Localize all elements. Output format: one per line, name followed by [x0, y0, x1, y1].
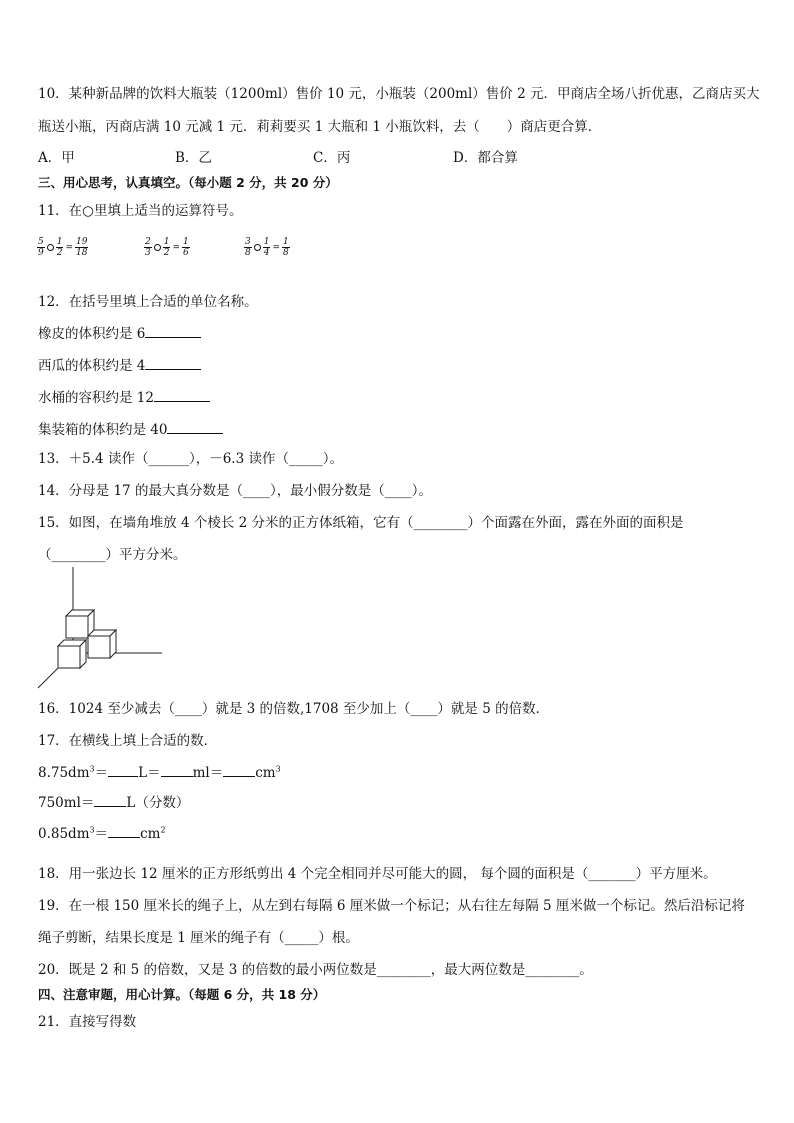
q12-item-3: 水桶的容积约是 12	[38, 386, 210, 406]
answer-blank[interactable]	[154, 388, 210, 402]
q19-line1: 19．在一根 150 厘米长的绳子上，从左到右每隔 6 厘米做一个标记；从右往左每隔 5 厘米做一个标记。然后沿标记将	[38, 898, 745, 914]
answer-blank[interactable]	[108, 824, 140, 838]
answer-blank[interactable]	[167, 420, 223, 434]
answer-blank[interactable]	[145, 324, 201, 338]
q21-text: 21．直接写得数	[38, 1014, 137, 1030]
q10-option-a: A．甲	[38, 150, 75, 166]
q10-option-c: C．丙	[313, 150, 351, 166]
q11-expression-3: $\frac{3}{8}$ $\frac{1}{4}$ = $\frac{1}{8}$	[245, 237, 289, 258]
q17-text: 17．在横线上填上合适的数．	[38, 733, 218, 749]
q12-item-1: 橡皮的体积约是 6	[38, 322, 201, 342]
q17-row-3: $0.85dm^3= cm^2$	[38, 825, 166, 842]
q13-text: 13．＋5.4 读作（______），－6.3 读作（_____）。	[38, 451, 343, 467]
q10-line2: 瓶送小瓶，丙商店满 10 元减 1 元．莉莉要买 1 大瓶和 1 小瓶饮料，去（ ）商店更合算．	[38, 119, 602, 135]
q20-text: 20．既是 2 和 5 的倍数，又是 3 的倍数的最小两位数是________，最大两位数是________。	[38, 962, 593, 978]
answer-blank[interactable]	[108, 763, 138, 777]
cube-corner-figure	[36, 563, 166, 693]
answer-blank[interactable]	[223, 763, 255, 777]
q18-text: 18．用一张边长 12 厘米的正方形纸剪出 4 个完全相同并尽可能大的圆， 每个圆的面积是（_______）平方厘米。	[38, 866, 717, 882]
q15-line2: （________）平方分米。	[38, 547, 187, 563]
q12-item-2: 西瓜的体积约是 4	[38, 354, 201, 374]
section4-heading: 四、注意审题，用心计算。（每题 6 分，共 18 分）	[38, 987, 326, 1002]
q10-option-d: D．都合算	[453, 150, 518, 166]
q15-line1: 15．如图，在墙角堆放 4 个棱长 2 分米的正方体纸箱，它有（________）个面露在外面，露在外面的面积是	[38, 515, 684, 531]
blank-circle[interactable]	[254, 244, 261, 251]
answer-blank[interactable]	[145, 356, 201, 370]
q16-text: 16．1024 至少减去（____）就是 3 的倍数,1708 至少加上（____）就是 5 的倍数．	[38, 701, 550, 717]
blank-circle[interactable]	[154, 244, 161, 251]
q10-option-b: B．乙	[175, 150, 212, 166]
q11-expression-2: $\frac{2}{3}$ $\frac{1}{2}$ = $\frac{1}{6}$	[145, 237, 189, 258]
q14-text: 14．分母是 17 的最大真分数是（____），最小假分数是（____）。	[38, 483, 432, 499]
answer-blank[interactable]	[161, 763, 193, 777]
q19-line2: 绳子剪断，结果长度是 1 厘米的绳子有（_____）根。	[38, 930, 359, 946]
blank-circle[interactable]	[47, 244, 54, 251]
section3-heading: 三、用心思考，认真填空。（每小题 2 分，共 20 分）	[38, 175, 338, 190]
q17-row-2: 750ml＝ L（分数）	[38, 795, 190, 811]
q17-row-1: $8.75dm^3= L= ml= cm^3$	[38, 764, 281, 781]
q11-expression-1: $\frac{5}{9}$ $\frac{1}{2}$ = $\frac{19}{18}$	[38, 237, 88, 258]
q10-line1: 10．某种新品牌的饮料大瓶装（1200ml）售价 10 元，小瓶装（200ml）售价 2 元．甲商店全场八折优惠，乙商店买大	[38, 86, 760, 102]
q11-text: 11．在○里填上适当的运算符号。	[38, 203, 243, 219]
answer-blank[interactable]	[94, 793, 126, 807]
q12-text: 12．在括号里填上合适的单位名称。	[38, 294, 258, 310]
q12-item-4: 集装箱的体积约是 40	[38, 418, 223, 438]
